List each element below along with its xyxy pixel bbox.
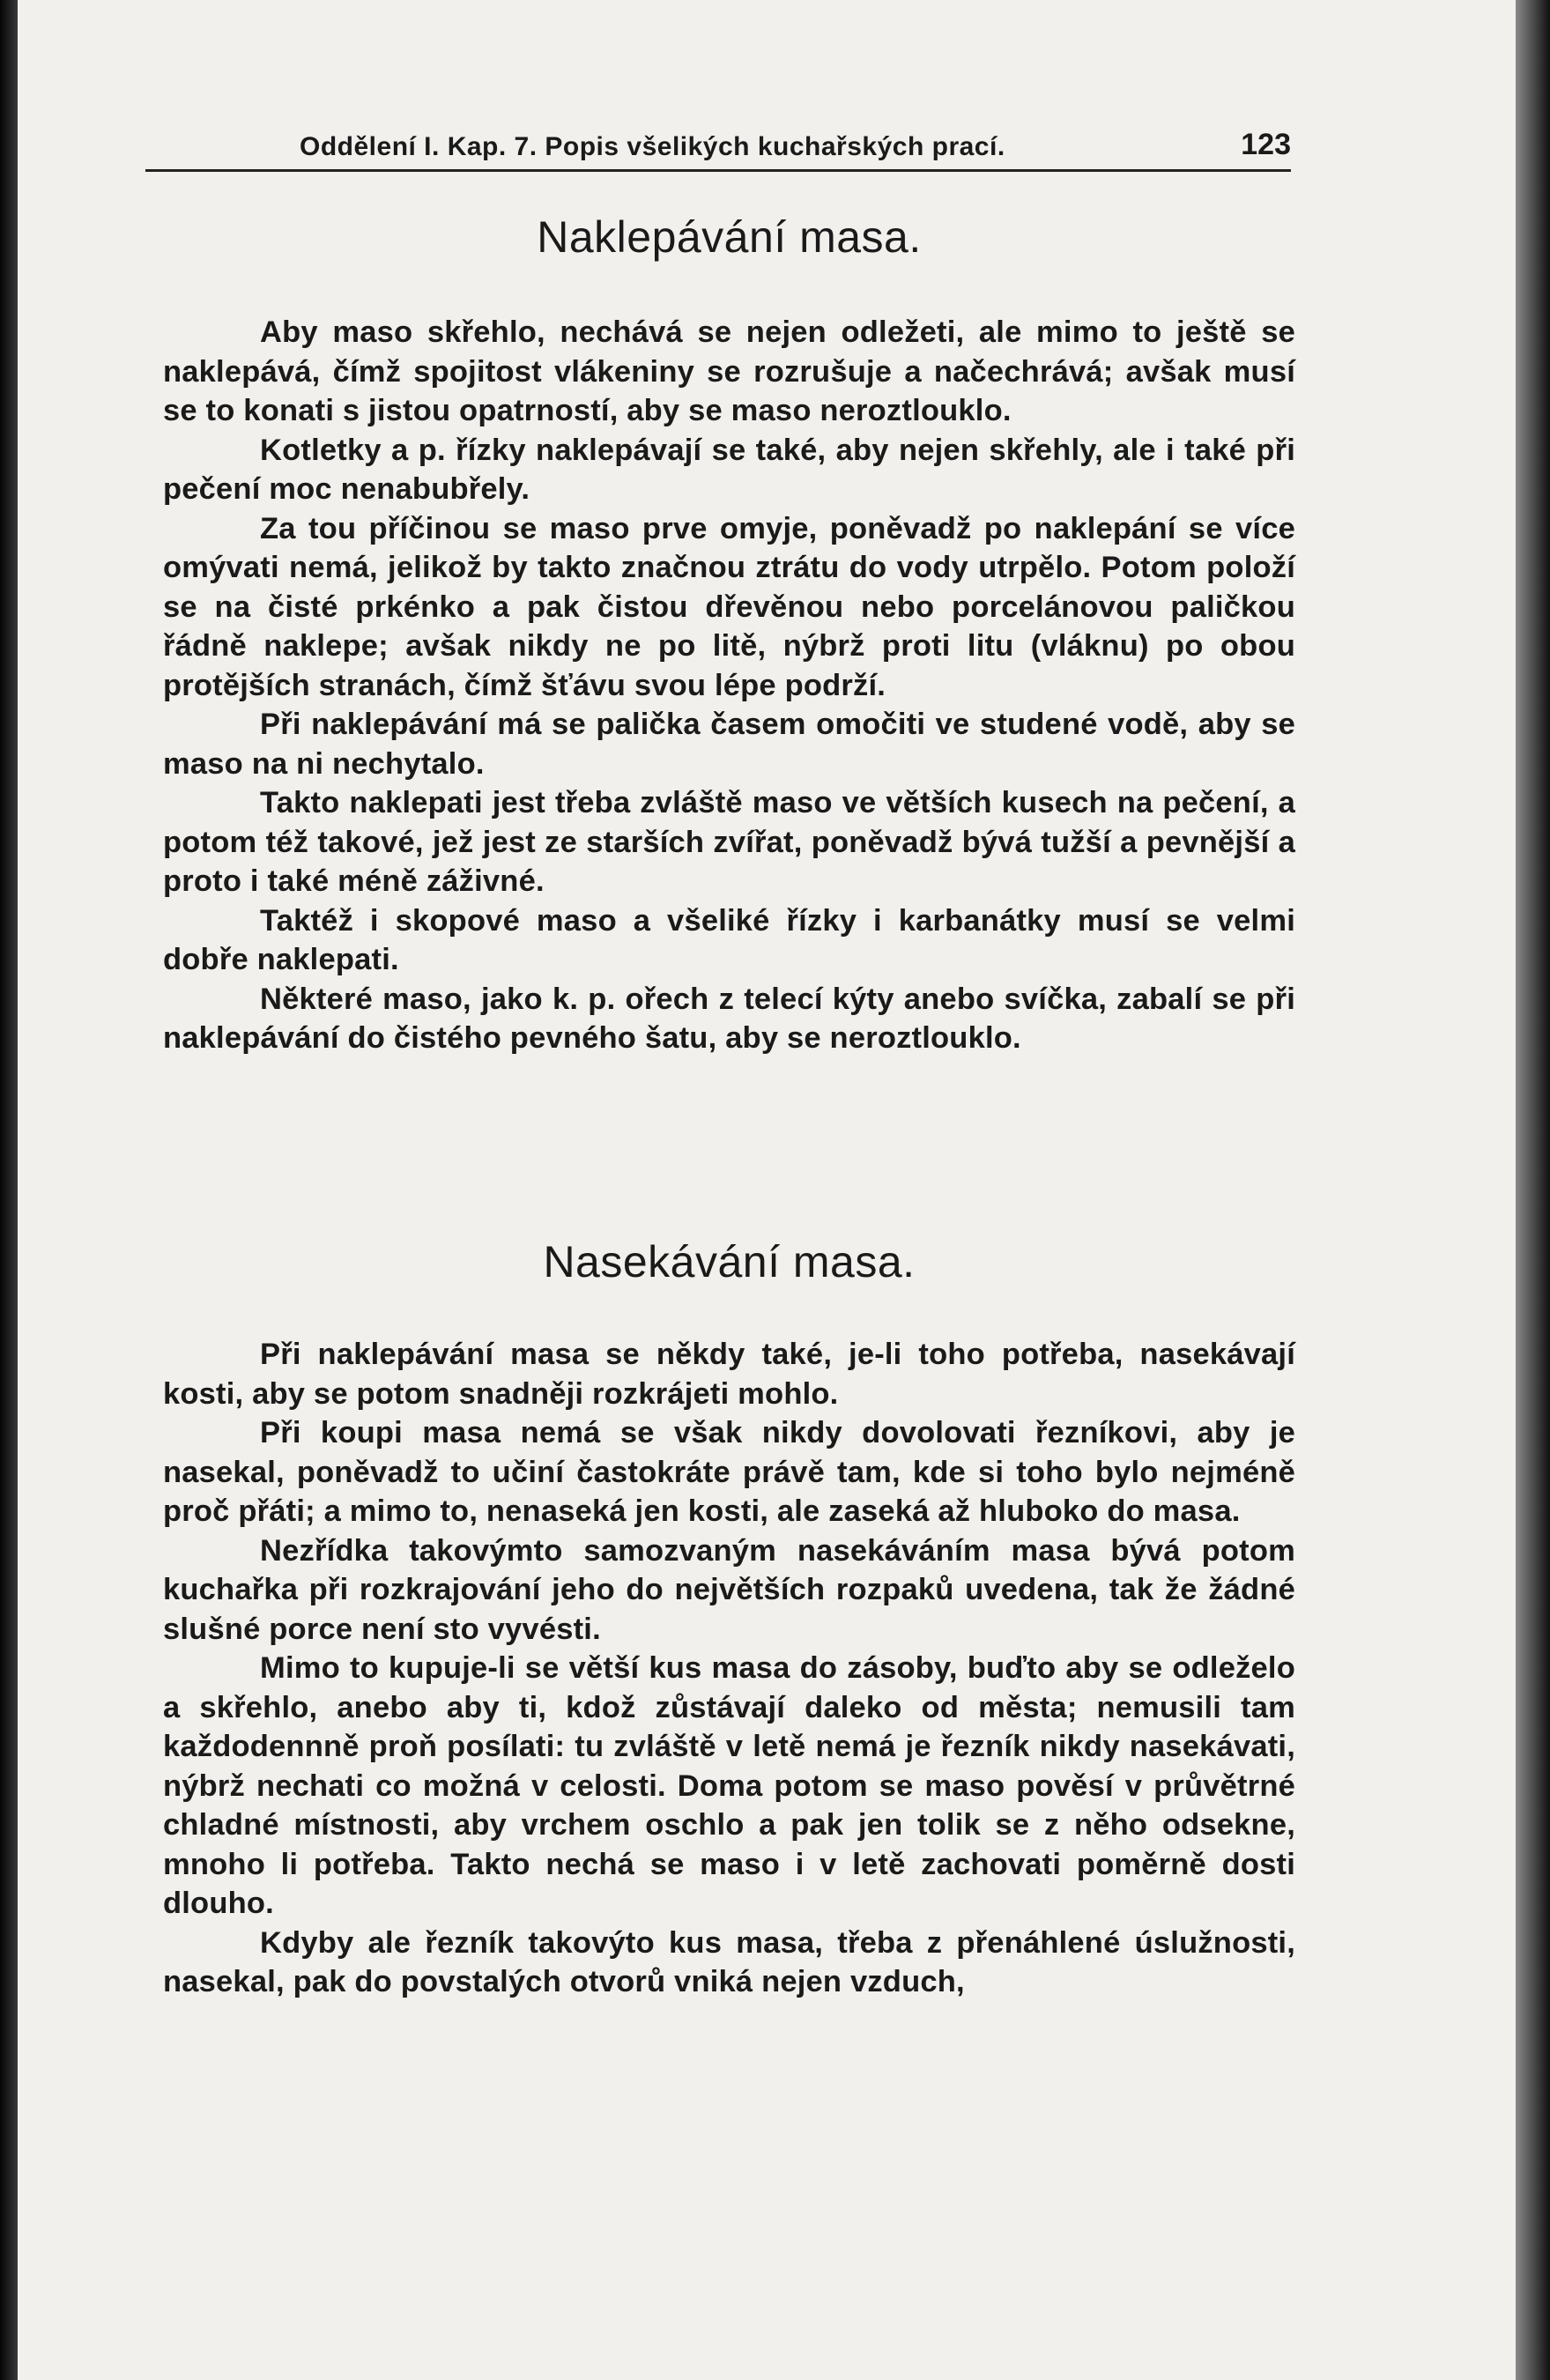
paragraph: Aby maso skřehlo, nechává se nejen odležeti, ale mimo to ještě se naklepává, čímž spojitost vlákeniny se rozrušuje a načechrává; avšak musí se to konati s jistou opatrností, aby se maso neroztlouklo. xyxy=(163,315,1295,427)
scan-left-edge xyxy=(0,0,18,2380)
book-page xyxy=(18,0,1516,2380)
paragraph: Taktéž i skopové maso a všeliké řízky i karbanátky musí se velmi dobře naklepati. xyxy=(163,903,1295,976)
section-title-naklepavani: Naklepávání masa. xyxy=(537,212,922,262)
paragraph: Při naklepávání má se palička časem omočiti ve studené vodě, aby se maso na ni nechytalo. xyxy=(163,708,1295,781)
paragraph: Některé maso, jako k. p. ořech z telecí kýty anebo svíčka, zabalí se při naklepávání do čistého pevného šatu, aby se neroztlouklo. xyxy=(163,982,1295,1055)
paragraph: Kdyby ale řezník takovýto kus masa, třeba z přenáhlené úslužnosti, nasekal, pak do povstalých otvorů vniká nejen vzduch, xyxy=(163,1925,1295,1998)
running-head xyxy=(145,126,1291,172)
paragraph: Takto naklepati jest třeba zvláště maso ve větších kusech na pečení, a potom též takové, jež jest ze starších zvířat, poněvadž bývá tužší a pevnější a proto i také méně záživné. xyxy=(163,786,1295,898)
page-number: 123 xyxy=(1241,128,1291,161)
paragraph: Při koupi masa nemá se však nikdy dovolovati řezníkovi, aby je nasekal, poněvadž to učiní častokráte právě tam, kde si toho bylo nejméně proč přáti; a mimo to, nenaseká jen kosti, ale zaseká až hluboko do masa. xyxy=(163,1416,1295,1528)
paragraph: Za tou příčinou se maso prve omyje, poněvadž po naklepání se více omývati nemá, jelikož by takto značnou ztrátu do vody utrpělo. Potom položí se na čisté prkénko a pak čistou dřevěnou nebo porcelánovou paličkou řádně naklepe; avšak nikdy ne po litě, nýbrž proti litu (vláknu) po obou protějších stranách, čímž šťávu svou lépe podrží. xyxy=(163,511,1295,702)
running-head-title: Oddělení I. Kap. 7. Popis všelikých kuchařských prací. xyxy=(300,132,1005,161)
section-body-naklepavani xyxy=(163,313,1295,1058)
section-body-nasekavani xyxy=(163,1335,1295,2002)
paragraph: Mimo to kupuje-li se větší kus masa do zásoby, buďto aby se odleželo a skřehlo, anebo aby ti, kdož zůstávají daleko od města; nemusili tam každodennně proň posílati: tu zvláště v letě nemá je řezník nikdy nasekávati, nýbrž nechati co možná v celosti. Doma potom se maso pověsí v průvětrné chladné místnosti, aby vrchem oschlo a pak jen tolik se z něho odsekne, mnoho li potřeba. Takto nechá se maso i v letě zachovati poměrně dosti dlouho. xyxy=(163,1651,1295,1920)
paragraph: Při naklepávání masa se někdy také, je-li toho potřeba, nasekávají kosti, aby se potom snadněji rozkrájeti mohlo. xyxy=(163,1338,1295,1411)
section-title-nasekavani: Nasekávání masa. xyxy=(543,1237,916,1286)
paragraph: Kotletky a p. řízky naklepávají se také, aby nejen skřehly, ale i také při pečení moc nenabubřely. xyxy=(163,433,1295,506)
paragraph: Nezřídka takovýmto samozvaným nasekáváním masa bývá potom kuchařka při rozkrajování jeho do největších rozpaků uvedena, tak že žádné slušné porce není sto vyvésti. xyxy=(163,1533,1295,1646)
scan-right-edge xyxy=(1516,0,1550,2380)
